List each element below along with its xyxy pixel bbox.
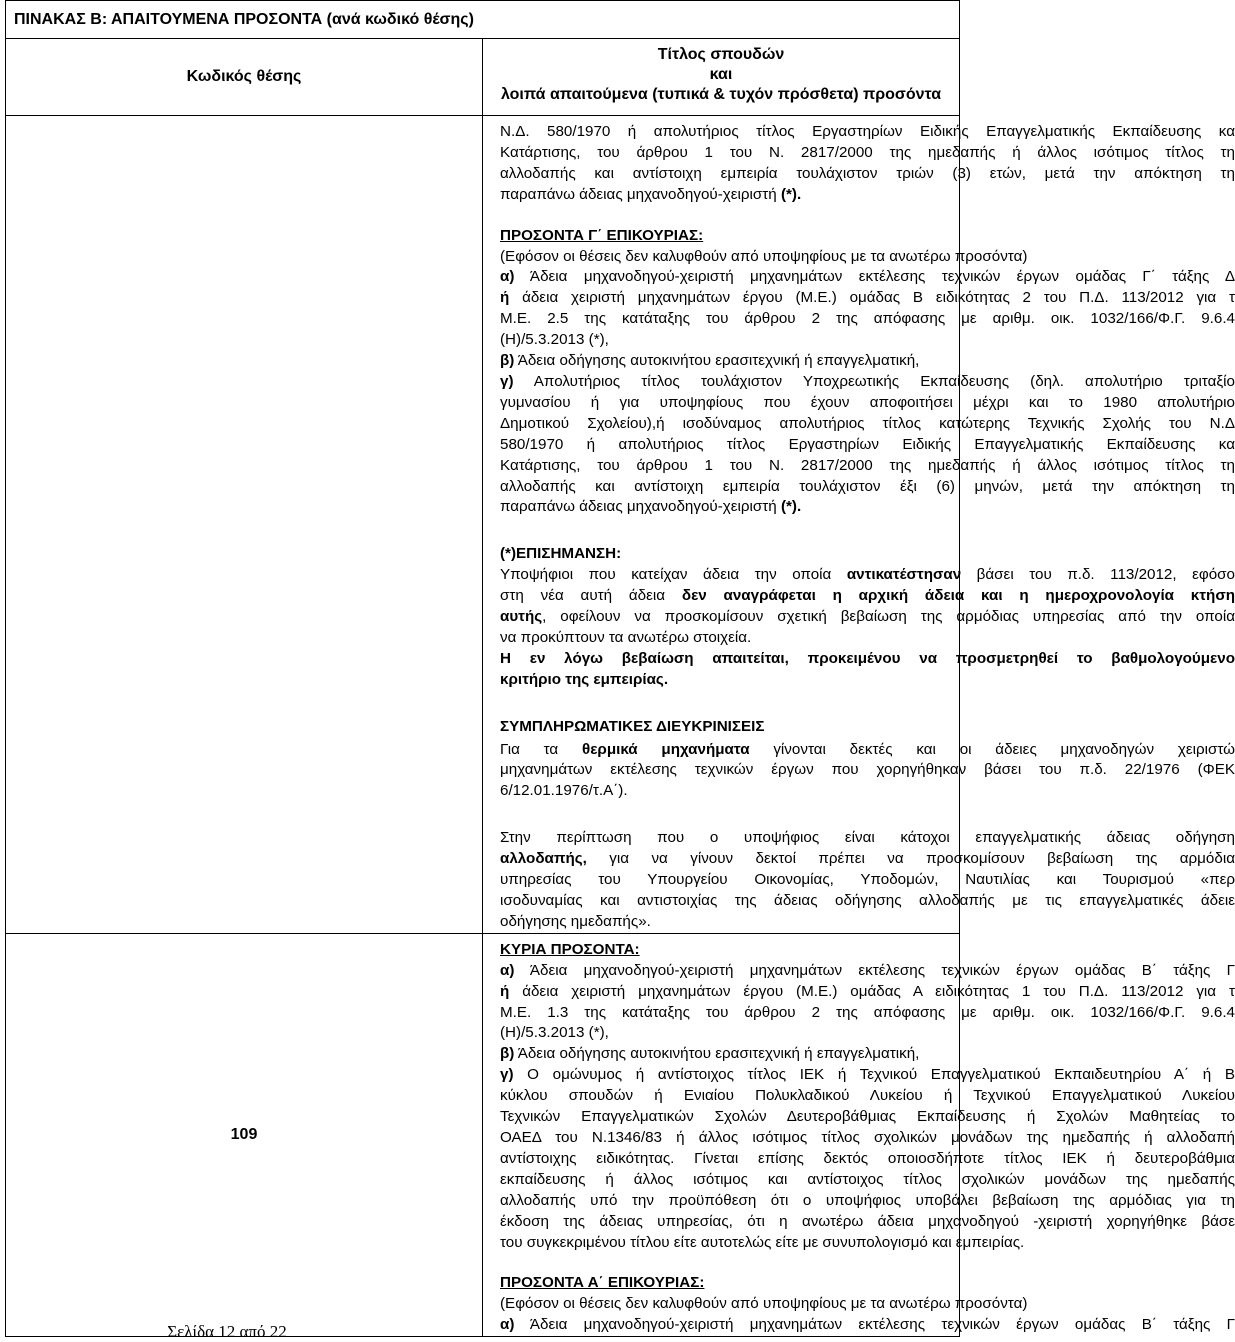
text-line: γυμνασίου ή για υποψηφίους που έχουν αποφοιτήσει μέχρι και το 1980 απολυτήριο	[500, 393, 1235, 411]
table-title: ΠΙΝΑΚΑΣ Β: ΑΠΑΙΤΟΥΜΕΝΑ ΠΡΟΣΟΝΤΑ (ανά κωδικό θέσης)	[6, 1, 960, 39]
section-heading-kyria: ΚΥΡΙΑ ΠΡΟΣΟΝΤΑ:	[500, 940, 640, 958]
episimansi-line: να προκύπτουν τα ανωτέρω στοιχεία.	[500, 628, 752, 646]
requirements-cell	[483, 116, 1235, 934]
paragraph-continued	[500, 122, 1235, 206]
clarification-line	[500, 740, 1235, 761]
item-marker: β)	[500, 1045, 515, 1063]
text-run: άδεια χειριστή μηχανημάτων έργου (Μ.Ε.) ομάδας Α ειδικότητας 1 του Π.Δ. 113/2012 για τ	[522, 982, 1235, 1000]
text-line	[500, 288, 1235, 309]
position-code: 109	[6, 933, 483, 1336]
text-run: στη νέα αυτή άδεια	[500, 587, 682, 605]
text-run: Απολυτήριος τίτλος τουλάχιστον Υποχρεωτικής Εκπαίδευσης (δηλ. απολυτήριο τριταξίο	[513, 372, 1235, 390]
text-run: γίνονται δεκτές και οι άδειες μηχανοδηγών χειριστώ	[749, 740, 1235, 758]
episimansi-line	[500, 586, 1235, 607]
section-heading-g-epikourias: ΠΡΟΣΟΝΤΑ Γ΄ ΕΠΙΚΟΥΡΙΑΣ:	[500, 226, 704, 244]
text-line: εκπαίδευσης ή άλλος ισότιμος και αντίστοιχος τίτλος σχολικών μονάδων της ημεδαπής	[500, 1170, 1235, 1188]
clarification-line: υπηρεσίας του Υπουργείου Οικονομίας, Υποδομών, Ναυτιλίας και Τουρισμού «περ	[500, 871, 1235, 889]
clarification-line: μηχανημάτων εκτέλεσης τεχνικών έργων που χορηγήθηκαν βάσει του π.δ. 22/1976 (ΦΕΚ	[500, 761, 1235, 779]
text-line: 580/1970 ή απολυτήριος τίτλος Εργαστηρίων Ειδικής Επαγγελματικής Εκπαίδευσης κα	[500, 435, 1235, 453]
requirements-cell	[483, 933, 1235, 1336]
text-run: Άδεια μηχανοδηγού-χειριστή μηχανημάτων εκτέλεσης τεχνικών έργων ομάδας Β΄ τάξης Γ	[514, 1316, 1235, 1334]
text-run: άδεια χειριστή μηχανημάτων έργου (Μ.Ε.) ομάδας Β ειδικότητας 2 του Π.Δ. 113/2012 για τ	[522, 289, 1235, 307]
text-line	[500, 982, 1235, 1003]
item-marker: α)	[500, 268, 515, 286]
text-line: αλλοδαπής και αντίστοιχη εμπειρία τουλάχιστον τριών (3) ετών, μετά την απόκτηση τη	[500, 164, 1235, 182]
text-line: Τεχνικών Επαγγελματικών Σχολών Δευτεροβάθμιας Εκπαίδευσης ή Σχολών Μαθητείας το	[500, 1108, 1235, 1126]
item-marker: ή	[500, 289, 523, 307]
clarification-line: ισοδυναμίας και αντιστοιχίας της άδειας οδήγησης αλλοδαπής με τις επαγγελματικές άδειε	[500, 892, 1235, 909]
text-run: για να γίνουν δεκτοί πρέπει να προσκομίσουν βεβαίωση της αρμόδια	[586, 850, 1235, 868]
text-line: (Εφόσον οι θέσεις δεν καλυφθούν από υποψηφίους με τα ανωτέρω προσόντα)	[500, 247, 1028, 265]
item-marker: β)	[500, 352, 515, 370]
text-line: Κατάρτισης, του άρθρου 1 του Ν. 2817/2000 της ημεδαπής ή άλλος ισότιμος τίτλος τη	[500, 143, 1235, 161]
text-run-bold: αυτής	[500, 608, 543, 626]
text-run: Ο ομώνυμος ή αντίστοιχος τίτλος ΙΕΚ ή Τεχνικού Επαγγελματικού Εκπαιδευτηρίου Α΄ ή Β	[513, 1066, 1235, 1084]
text-run: Υποψήφιοι που κατείχαν άδεια την οποία	[500, 566, 847, 584]
footnote-marker: (*).	[780, 498, 802, 516]
column-header-line: λοιπά απαιτούμενα (τυπικά & τυχόν πρόσθετα) προσόντα	[500, 86, 942, 103]
clarification-line: 6/12.01.1976/τ.Α΄).	[500, 782, 628, 800]
text-run-bold: αντικατέστησαν	[846, 566, 962, 584]
text-run: Άδεια οδήγησης αυτοκινήτου ερασιτεχνική ή επαγγελματική,	[514, 352, 920, 370]
item-marker: α)	[500, 1316, 515, 1334]
item-marker: α)	[500, 961, 515, 979]
column-header-line: και	[709, 66, 733, 83]
text-run: Άδεια μηχανοδηγού-χειριστή μηχανημάτων εκτέλεσης τεχνικών έργων ομάδας Β΄ τάξης Γ	[514, 961, 1235, 979]
text-run-bold: αλλοδαπής,	[500, 850, 587, 868]
episimansi-line-bold: κριτήριο της εμπειρίας.	[500, 670, 669, 688]
text-run: Για τα	[500, 740, 582, 758]
text-run: βάσει του π.δ. 113/2012, εφόσο	[961, 566, 1235, 584]
column-header-title	[483, 39, 960, 116]
text-line: κύκλου σπουδών ή Ενιαίου Πολυκλαδικού Λυκείου ή Τεχνικού Επαγγελματικού Λυκείου	[500, 1087, 1235, 1105]
text-line: Δημοτικού Σχολείου),ή ισοδύναμος απολυτήριος τίτλος κατώτερης Τεχνικής Σχολής του Ν.Δ	[500, 414, 1235, 432]
text-line: αλλοδαπής και αντίστοιχη εμπειρία τουλάχιστον έξι (6) μηνών, μετά την απόκτηση τη	[500, 477, 1235, 495]
text-line	[500, 372, 1235, 393]
paragraph-g-epikourias	[500, 247, 1235, 519]
text-run: παραπάνω άδειας μηχανοδηγού-χειριστή	[500, 498, 781, 516]
paragraph-kyria	[500, 961, 1235, 1254]
text-run: Άδεια οδήγησης αυτοκινήτου ερασιτεχνική ή επαγγελματική,	[514, 1045, 920, 1063]
text-line	[500, 497, 1235, 518]
column-header-code: Κωδικός θέσης	[6, 39, 483, 116]
section-heading-a-epikourias: ΠΡΟΣΟΝΤΑ Α΄ ΕΠΙΚΟΥΡΙΑΣ:	[500, 1274, 705, 1292]
item-marker: γ)	[500, 1066, 514, 1084]
text-line: (Η)/5.3.2013 (*),	[500, 331, 609, 349]
text-run-bold: θερμικά μηχανήματα	[582, 740, 750, 758]
text-line	[500, 185, 1235, 206]
clarification-line: Στην περίπτωση που ο υποψήφιος είναι κάτοχοι επαγγελματικής άδειας οδήγηση	[500, 829, 1235, 847]
text-line: Μ.Ε. 2.5 της κατάταξης του άρθρου 2 της απόφασης με αριθμ. οικ. 1032/166/Φ.Γ. 9.6.4	[500, 310, 1235, 328]
text-line	[500, 961, 1235, 982]
episimansi-line-bold: Η εν λόγω βεβαίωση απαιτείται, προκειμένου να προσμετρηθεί το βαθμολογούμενο	[500, 649, 1235, 667]
text-run: παραπάνω άδειας μηχανοδηγού-χειριστή	[500, 185, 781, 203]
text-run: , οφείλουν να προσκομίσουν σχετική βεβαίωση της αρμόδιας υπηρεσίας από την οποία	[542, 608, 1235, 626]
text-line: ΟΑΕΔ του Ν.1346/83 ή άλλος ισότιμος τίτλος σχολικών μονάδων της ημεδαπής ή αλλοδαπή	[500, 1128, 1235, 1146]
text-line: του συγκεκριμένου τίτλου είτε αυτοτελώς είτε με συνυπολογισμό και εμπειρίας.	[500, 1233, 1025, 1251]
text-line: Κατάρτισης, του άρθρου 1 του Ν. 2817/2000 της ημεδαπής ή άλλος ισότιμος τίτλος τη	[500, 456, 1235, 474]
text-run-bold: δεν αναγράφεται η αρχική άδεια και η ημεροχρονολογία κτήση	[681, 587, 1235, 605]
text-line	[500, 1044, 1235, 1065]
section-heading-clarifications: ΣΥΜΠΛΗΡΩΜΑΤΙΚΕΣ ΔΙΕΥΚΡΙΝΙΣΕΙΣ	[500, 717, 765, 735]
page-number: Σελίδα 12 από 22	[167, 1322, 287, 1341]
column-header-line: Τίτλος σπουδών	[657, 46, 785, 63]
text-line	[500, 1065, 1235, 1086]
text-line: αλλοδαπής υπό την προϋπόθεση ότι ο υποψήφιος υποβάλει βεβαίωση της αρμόδιας για τη	[500, 1191, 1235, 1209]
item-marker: γ)	[500, 372, 514, 390]
text-line: Μ.Ε. 1.3 της κατάταξης του άρθρου 2 της απόφασης με αριθμ. οικ. 1032/166/Φ.Γ. 9.6.4	[500, 1003, 1235, 1021]
clarification-line: οδήγησης ημεδαπής».	[500, 912, 651, 930]
section-heading-episimansi: (*)ΕΠΙΣΗΜΑΝΣΗ:	[500, 545, 622, 563]
text-line	[500, 267, 1235, 288]
episimansi-line	[500, 565, 1235, 586]
text-line: έκδοση της άδειας υπηρεσίας, ότι η ανωτέρω άδεια μηχανοδηγού -χειριστή χορηγήθηκε βάσε	[500, 1212, 1235, 1230]
item-marker: ή	[500, 982, 523, 1000]
episimansi-line	[500, 607, 1235, 628]
text-run: Άδεια μηχανοδηγού-χειριστή μηχανημάτων εκτέλεσης τεχνικών έργων ομάδας Γ΄ τάξης Δ	[514, 268, 1235, 286]
page-footer	[0, 1322, 960, 1342]
text-line: (Εφόσον οι θέσεις δεν καλυφθούν από υποψηφίους με τα ανωτέρω προσόντα)	[500, 1295, 1028, 1313]
text-line: (Η)/5.3.2013 (*),	[500, 1024, 609, 1042]
text-line: αντίστοιχης ειδικότητας. Γίνεται επίσης δεκτός οποιοσδήποτε τίτλος ΙΕΚ ή δευτεροβάθμια	[500, 1149, 1235, 1167]
requirements-table	[5, 0, 1235, 1337]
position-code-cell-empty	[6, 116, 483, 934]
clarification-line	[500, 849, 1235, 870]
footnote-marker: (*).	[780, 185, 802, 203]
text-line	[500, 351, 1235, 372]
text-line: Ν.Δ. 580/1970 ή απολυτήριος τίτλος Εργαστηρίων Ειδικής Επαγγελματικής Εκπαίδευσης κα	[500, 123, 1235, 140]
